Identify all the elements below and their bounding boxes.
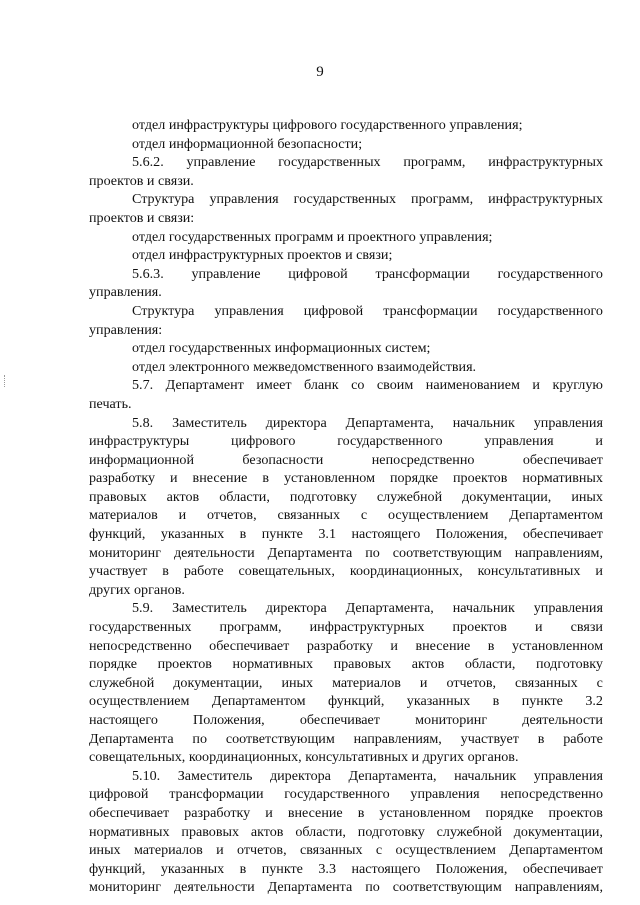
text-line: 5.6.2. управление государственных программ, инфраструктурных [132,154,603,171]
text-line: Структура управления государственных программ, инфраструктурных [132,191,603,208]
text-line: участвует в работе совещательных, координационных, консультативных и [89,563,603,580]
text-line: печать. [89,395,132,412]
text-line: Структура управления цифровой трансформации государственного [132,302,603,319]
text-line: управления: [89,321,163,338]
text-line: 5.6.3. управление цифровой трансформации государственного [132,265,603,282]
text-line: обеспечивает разработку и внесение в установленном порядке проектов [89,804,603,821]
text-line: отдел информационной безопасности; [132,135,363,152]
page-number: 9 [316,64,324,80]
text-line: инфраструктуры цифрового государственного управления и [89,433,603,450]
text-line: 5.7. Департамент имеет бланк со своим наименованием и круглую [132,377,603,394]
text-line: 5.8. Заместитель директора Департамента, начальник управления [132,414,603,431]
text-line: проектов и связи. [89,172,194,189]
text-line: других органов. [89,581,185,598]
text-line: функций, указанных в пункте 3.3 настоящего Положения, обеспечивает [89,860,603,877]
text-line: настоящего Положения, обеспечивает мониторинг деятельности [89,712,603,728]
text-line: мониторинг деятельности Департамента по соответствующим направлениям, [89,879,603,896]
text-line: 5.10. Заместитель директора Департамента, начальник управления [132,767,603,784]
text-line: отдел инфраструктуры цифрового государственного управления; [132,117,523,133]
text-line: отдел государственных информационных систем; [132,340,431,357]
text-line: 5.9. Заместитель директора Департамента, начальник управления [132,600,603,617]
text-line: нормативных правовых актов области, подготовку служебной документации, [89,823,603,840]
text-line: управления. [89,284,162,301]
text-line: служебной документации, иных материалов и отчетов, связанных с [89,674,603,691]
text-line: функций, указанных в пункте 3.1 настоящего Положения, обеспечивает [89,526,603,543]
text-line: совещательных, координационных, консультативных и других органов. [89,749,519,766]
text-line: разработку и внесение в установленном порядке проектов нормативных [89,470,603,487]
text-line: иных материалов и отчетов, связанных с осуществлением Департаментом [89,842,603,859]
text-line: отдел инфраструктурных проектов и связи; [132,247,393,264]
text-line: непосредственно обеспечивает разработку и внесение в установленном [89,637,603,654]
text-line: Департамента по соответствующим направлениям, участвует в работе [89,730,603,747]
text-line: цифровой трансформации государственного управления непосредственно [89,786,603,803]
document-body [89,116,603,897]
text-line: проектов и связи: [89,209,195,226]
text-line: государственных программ, инфраструктурных проектов и связи [89,619,603,636]
text-line: мониторинг деятельности Департамента по соответствующим направлениям, [89,544,603,561]
text-line: осуществлением Департаментом функций, указанных в пункте 3.2 [89,693,603,710]
text-line: правовых актов области, подготовку служебной документации, иных [89,488,603,505]
text-line: порядке проектов нормативных правовых актов области, подготовку [89,656,603,673]
text-line: материалов и отчетов, связанных с осуществлением Департаментом [89,507,603,524]
text-line: отдел государственных программ и проектного управления; [132,228,493,245]
text-line: отдел электронного межведомственного взаимодействия. [132,358,477,375]
margin-mark [4,375,8,387]
text-line: информационной безопасности непосредственно обеспечивает [89,451,603,468]
